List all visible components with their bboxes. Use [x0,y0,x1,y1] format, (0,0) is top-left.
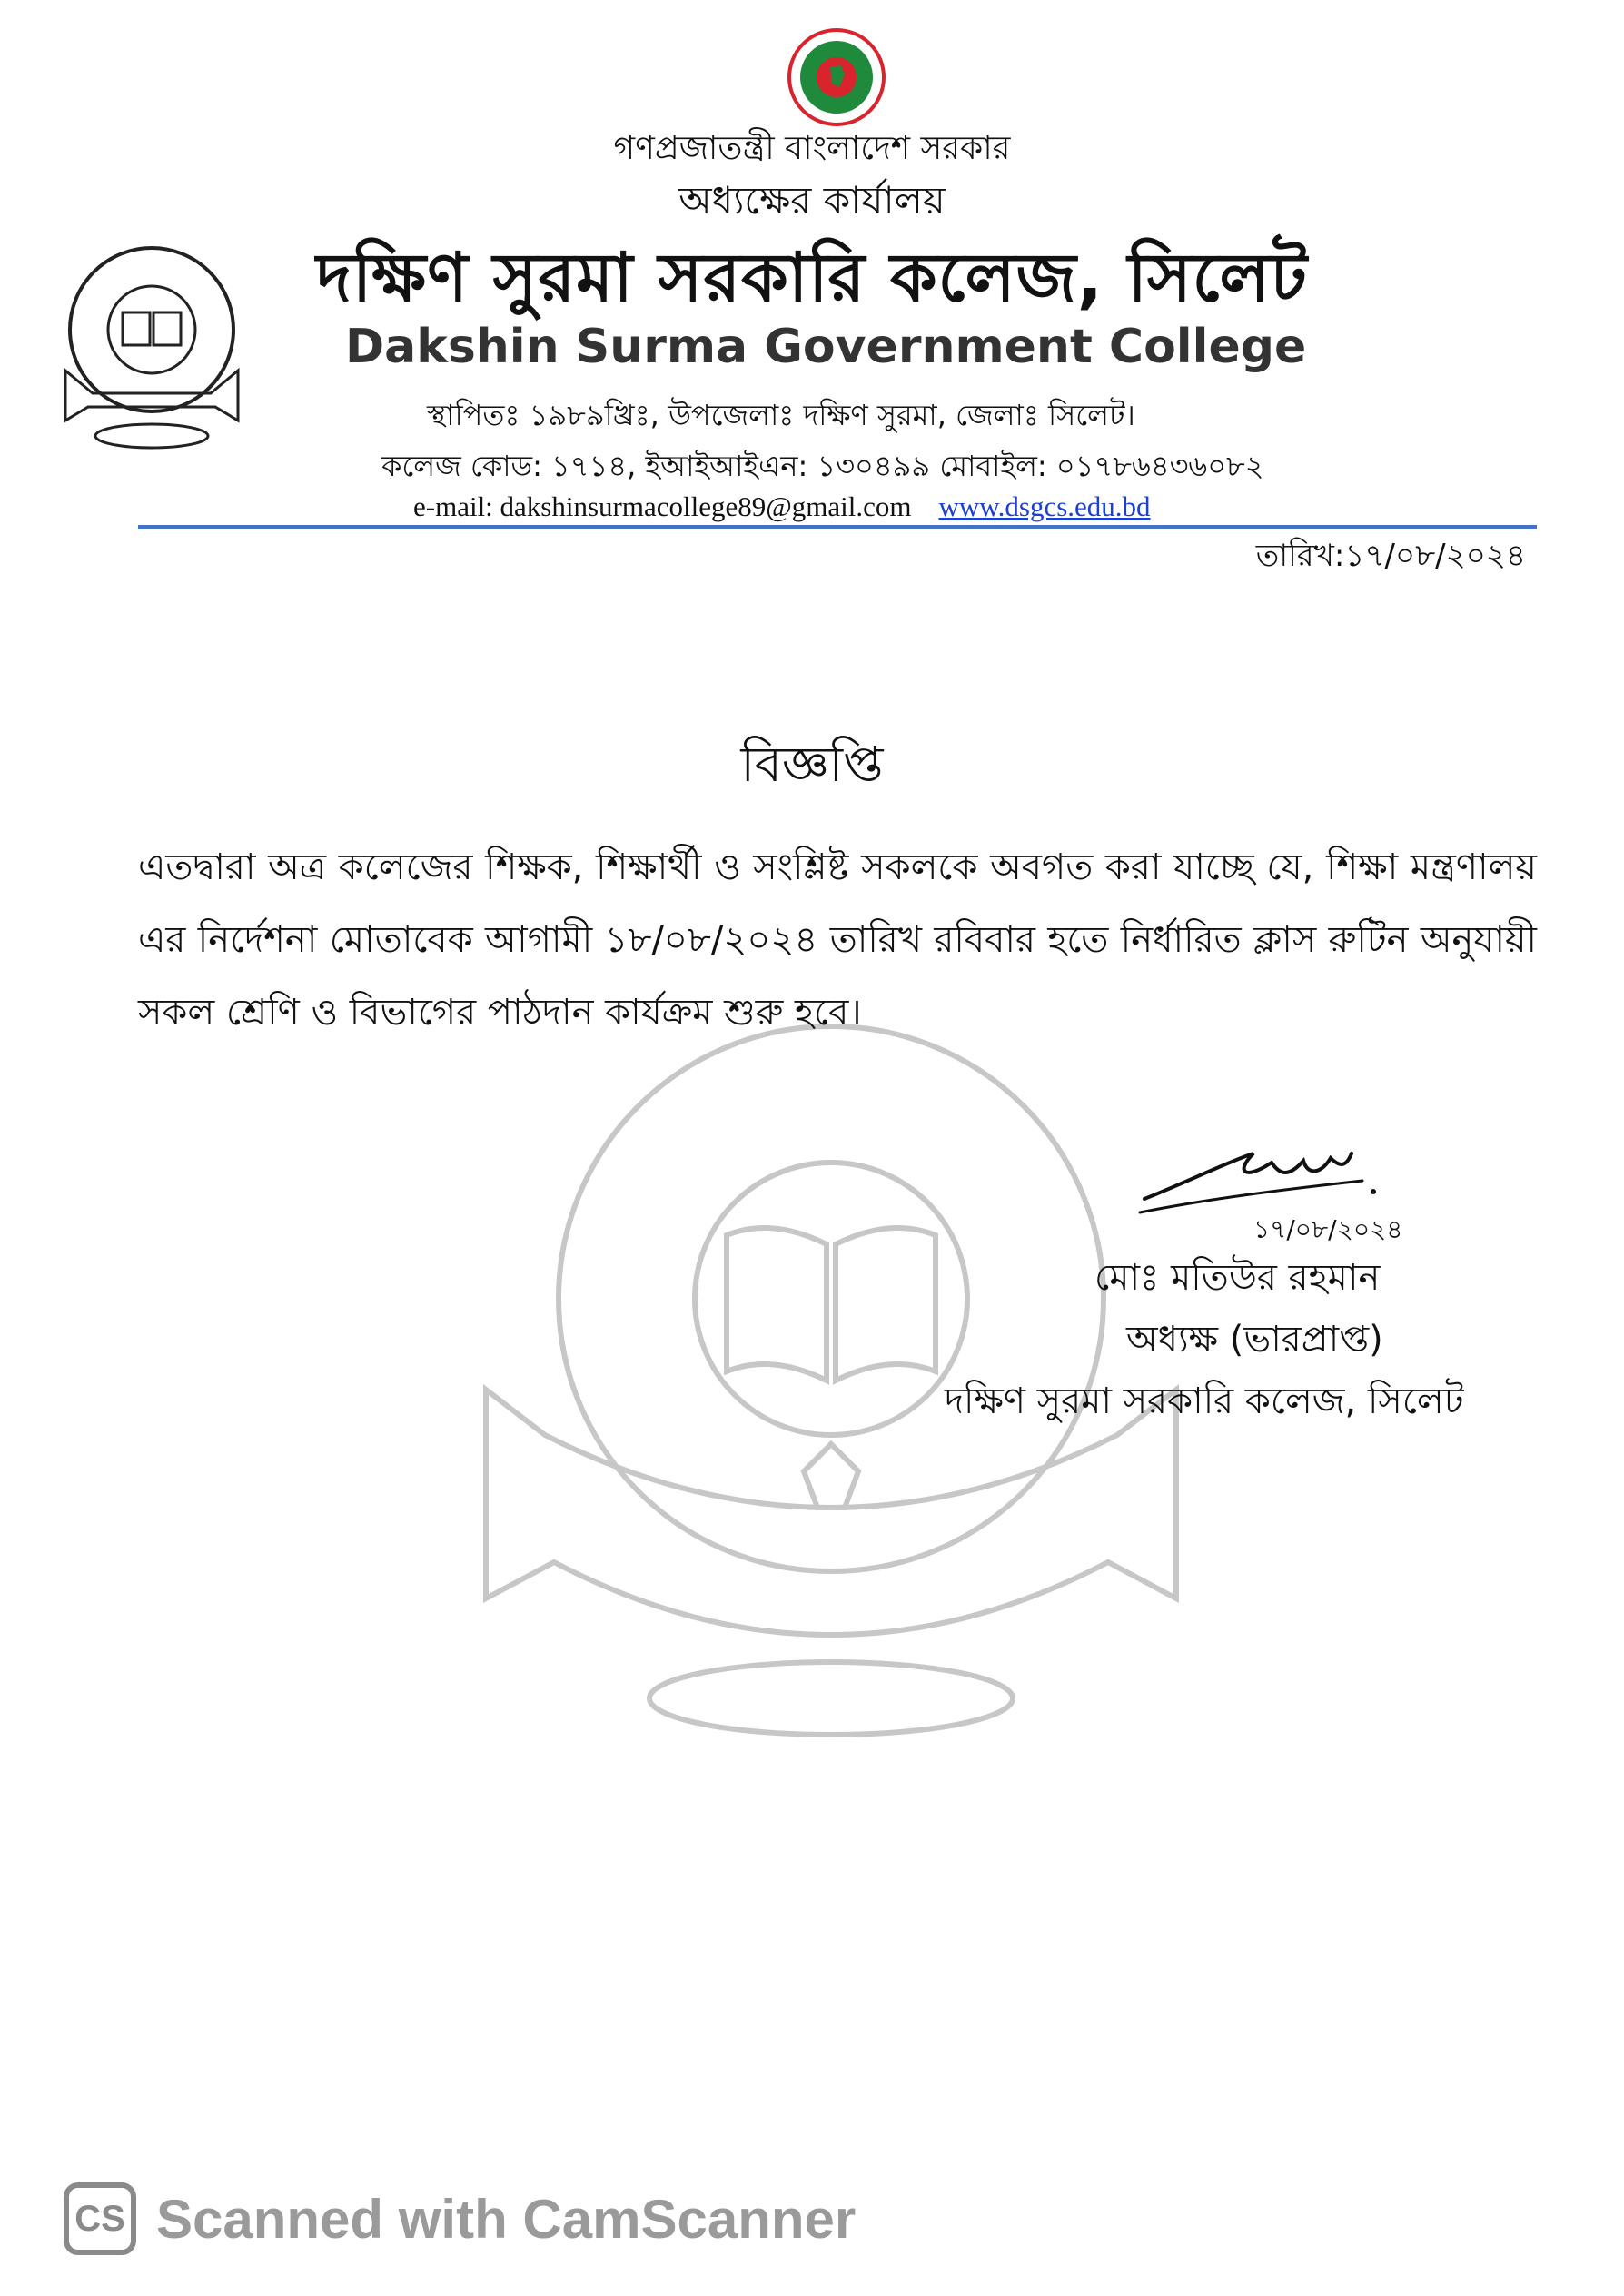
signature-date: ১৭/০৮/২০২৪ [1253,1214,1403,1244]
college-seal-icon [47,234,256,452]
email-text: e-mail: dakshinsurmacollege89@gmail.com [413,490,912,522]
notice-title: বিজ্ঞপ্তি [740,736,884,793]
government-emblem-icon [787,27,886,127]
college-seal-watermark-icon [481,999,1181,1744]
college-name-english: Dakshin Surma Government College [345,320,1307,374]
office-line: অধ্যক্ষের কার্যালয় [678,178,946,223]
contact-line [413,490,1151,523]
signatory-organization: দক্ষিণ সুরমা সরকারি কলেজ, সিলেট [945,1381,1464,1422]
camscanner-logo-icon: CS [64,2182,136,2255]
established-line: স্থাপিতঃ ১৯৮৯খ্রিঃ, উপজেলাঃ দক্ষিণ সুরমা, জেলাঃ সিলেট। [427,398,1135,432]
signatory-title: অধ্যক্ষ (ভারপ্রাপ্ত) [1126,1319,1383,1361]
header-divider [138,525,1537,529]
website-link[interactable]: www.dsgcs.edu.bd [938,490,1151,522]
signatory-name: মোঃ মতিউর রহমান [1094,1257,1381,1299]
college-name-bengali: দক্ষিণ সুরমা সরকারি কলেজ, সিলেট [316,239,1308,317]
scanner-watermark [64,2178,856,2260]
notice-date: তারিখ:১৭/০৮/২০২৪ [1255,538,1526,574]
college-codes-line: কলেজ কোড: ১৭১৪, ইআইআইএন: ১৩০৪৯৯ মোবাইল: ০১৭৮৬৪৩৬০৮২ [381,449,1264,483]
government-line: গণপ্রজাতন্ত্রী বাংলাদেশ সরকার [613,130,1011,167]
scanner-text: Scanned with CamScanner [156,2188,857,2250]
notice-body: এতদ্বারা অত্র কলেজের শিক্ষক, শিক্ষার্থী ও সংশ্লিষ্ট সকলকে অবগত করা যাচ্ছে যে, শিক্ষা মন্ত্রণালয় এর নির্দেশনা মোতাবেক আগামী ১৮/০৮/২০২৪ তারিখ রবিবার হতে নির্ধারিত ক্লাস রুটিন অনুযায়ী সকল শ্রেণি ও বিভাগের পাঠদান কার্যক্রম শুরু হবে। [138,846,1537,1034]
